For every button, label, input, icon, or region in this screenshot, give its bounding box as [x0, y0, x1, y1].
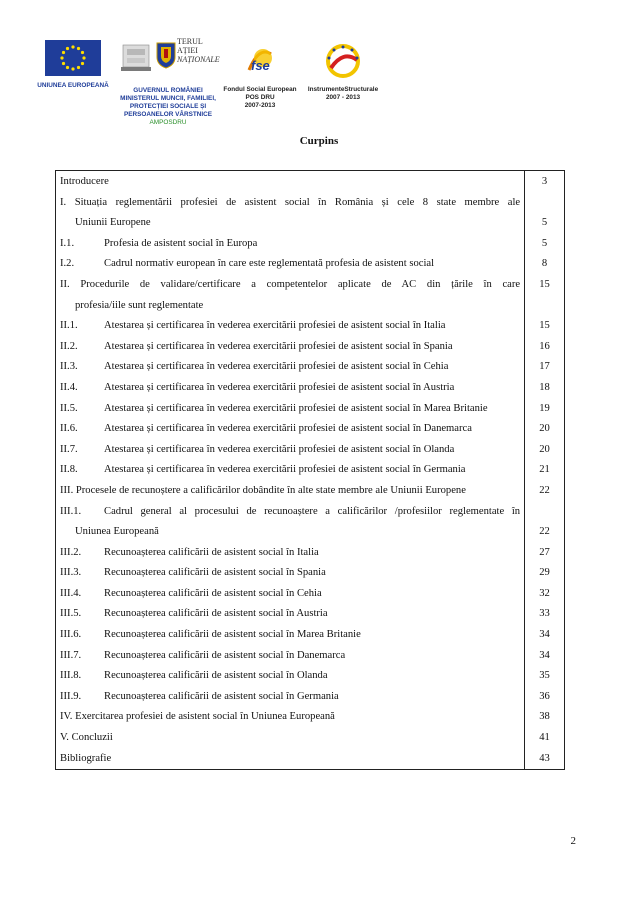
toc-entry-text: Recunoașterea calificării de asistent social în Cehia: [104, 587, 322, 599]
page-number: 2: [570, 835, 576, 847]
toc-entry[interactable]: [60, 316, 520, 337]
structural-instruments-logo: [300, 40, 386, 102]
structural-instruments-icon: [322, 40, 364, 82]
toc-entry-text: Recunoașterea calificării de asistent social în Marea Britanie: [104, 629, 361, 641]
toc-entry-text: Concluzii: [71, 732, 113, 744]
toc-entry-text: Recunoașterea calificării de asistent social în Austria: [104, 608, 328, 620]
page-title: Curpins: [299, 135, 339, 147]
toc-entry-page: 22: [539, 484, 550, 496]
fse-logo-text: fse: [251, 58, 270, 73]
government-logo: [113, 35, 223, 127]
eu-logo: [30, 40, 116, 90]
fse-logo: [218, 40, 302, 110]
toc-entry[interactable]: [60, 378, 520, 399]
toc-entry-number: I.1.: [60, 237, 75, 249]
toc-entry-text: Atestarea și certificarea în vederea exercitării profesiei de asistent social în Spania: [104, 340, 453, 352]
toc-entry-text: Procedurile de validare/certificare a competentelor aplicate de AC din țările în care: [80, 278, 521, 290]
gov-caption-line-1: GUVERNUL ROMÂNIEI: [133, 87, 203, 94]
toc-entry-text: Profesia de asistent social în Europa: [104, 237, 258, 249]
toc-entry-text: Cadrul general al procesului de recunoaștere a calificărilor /profesiilor reglementate în: [104, 505, 521, 517]
toc-entry-text: Situația reglementării profesiei de asistent social în România și cele 8 state membre ale: [74, 196, 521, 208]
toc-entry-number: III.7.: [60, 649, 82, 661]
toc-entry-number: III.9.: [60, 690, 82, 702]
toc-entry-page: 34: [539, 629, 550, 641]
toc-entry[interactable]: [60, 543, 520, 564]
emblem-text-line-3: NAȚIONALE: [177, 55, 220, 64]
toc-entry[interactable]: [60, 749, 520, 770]
toc-entry-number: III.3.: [60, 567, 82, 579]
toc-entry-text: Atestarea și certificarea în vederea exercitării profesiei de asistent social în Austria: [104, 381, 455, 393]
toc-entry[interactable]: [60, 563, 520, 584]
toc-entry[interactable]: [60, 275, 520, 296]
toc-entry[interactable]: [60, 584, 520, 605]
fse-emblem: [239, 40, 281, 82]
emblem-text-line-1: TERUL: [177, 37, 203, 46]
gov-caption-line-4: PERSOANELOR VÂRSTNICE: [123, 111, 213, 118]
toc-entry[interactable]: [60, 687, 520, 708]
toc-entry-page: 15: [539, 320, 550, 332]
toc-entry-page: 18: [539, 381, 550, 393]
toc-entry-page: 3: [541, 176, 548, 187]
toc-entry-page: 33: [539, 608, 550, 620]
government-emblem: [113, 35, 223, 85]
toc-entry[interactable]: [60, 666, 520, 687]
toc-entry-page: 36: [539, 690, 550, 702]
toc-entry-continuation: Uniunea Europeană: [75, 526, 159, 538]
toc-entry-page: 43: [539, 752, 550, 764]
toc-entry-number: II.5.: [60, 402, 78, 414]
toc-entry[interactable]: [60, 502, 520, 523]
toc-entry-page: 20: [539, 443, 550, 455]
toc-entry-number: IV.: [60, 711, 73, 723]
toc-entry-page: 38: [539, 711, 550, 723]
toc-entry[interactable]: [60, 172, 520, 193]
eu-flag-icon: [45, 40, 101, 76]
toc-entry[interactable]: [60, 625, 520, 646]
toc-entry-text: Atestarea și certificarea în vederea exercitării profesiei de asistent social în Cehia: [104, 361, 449, 373]
gov-caption-line-2: MINISTERUL MUNCII, FAMILIEI,: [120, 95, 216, 102]
gov-caption-line-5: AMPOSDRU: [149, 119, 187, 126]
toc-entry-page: 21: [539, 464, 550, 476]
toc-entry-number: III.2.: [60, 546, 82, 558]
toc-entry[interactable]: [60, 337, 520, 358]
fse-caption-line-1: Fondul Social European: [223, 86, 297, 93]
toc-entry-number: I.: [60, 196, 67, 208]
toc-entry-text: Atestarea și certificarea în vederea exercitării profesiei de asistent social în Olanda: [104, 443, 455, 455]
toc-entry-page: 41: [539, 732, 550, 744]
toc-entry-text: Recunoașterea calificării de asistent social în Spania: [104, 567, 326, 579]
fse-logo-icon: [239, 40, 281, 82]
toc-entry-page: 27: [539, 546, 550, 558]
toc-entry-page: 22: [539, 526, 550, 538]
toc-entry-text: Procesele de recunoștere a calificărilor dobândite în alte state membre ale Uniunii Europene: [75, 484, 466, 496]
toc-entry-number: II.7.: [60, 443, 78, 455]
toc-page-spacer: [525, 193, 564, 214]
toc-entry-text: Recunoașterea calificării de asistent social în Danemarca: [104, 649, 346, 661]
toc-entry-number: III.: [60, 484, 74, 496]
toc-entry-number: II.2.: [60, 340, 78, 352]
toc-entry-text: Exercitarea profesiei de asistent social în Uniunea Europeană: [75, 711, 335, 723]
toc-entry-text: Cadrul normativ european în care este reglementată profesia de asistent social: [104, 258, 435, 270]
toc-entry-page: 32: [539, 587, 550, 599]
toc-entry-number: III.1.: [60, 505, 82, 517]
toc-page-spacer: [525, 502, 564, 523]
toc-entry-number: I.2.: [60, 258, 75, 270]
toc-entry-number: III.6.: [60, 629, 82, 641]
toc-entry-text: Introducere: [60, 176, 109, 187]
eu-caption: UNIUNEA EUROPEANĂ: [37, 82, 109, 89]
toc-entry-continuation: Uniunii Europene: [75, 217, 151, 229]
is-caption-line-1: InstrumenteStructurale: [307, 86, 379, 93]
toc-entry[interactable]: [60, 254, 520, 275]
toc-entry-number: II.6.: [60, 423, 78, 435]
is-caption-line-2: 2007 - 2013: [325, 94, 361, 101]
toc-entry-text: Atestarea și certificarea în vederea exercitării profesiei de asistent social în Danemarca: [104, 423, 472, 435]
toc-entry-number: II.: [60, 278, 70, 290]
fse-caption-line-3: 2007-2013: [244, 102, 276, 109]
toc-entry-text: Atestarea și certificarea în vederea exercitării profesiei de asistent social în Marea Britanie: [104, 402, 488, 414]
toc-entry-text: Atestarea și certificarea în vederea exercitării profesiei de asistent social în Germania: [104, 464, 466, 476]
toc-entry-page: 5: [541, 237, 548, 249]
toc-entry-number: V.: [60, 732, 69, 744]
toc-page-spacer: [525, 296, 564, 317]
toc-entry-text: Bibliografie: [60, 752, 112, 764]
toc-entry-number: III.8.: [60, 670, 82, 682]
gov-caption-line-3: PROTECȚIEI SOCIALE ȘI: [129, 103, 207, 110]
toc-entry-continuation: profesia/iile sunt reglementate: [75, 299, 204, 311]
toc-entry[interactable]: [60, 707, 520, 728]
toc-entry-number: II.1.: [60, 320, 78, 332]
fse-caption-line-2: POS DRU: [245, 94, 275, 101]
toc-entry[interactable]: [60, 357, 520, 378]
toc-entry[interactable]: [60, 440, 520, 461]
toc-entry-page: 19: [539, 402, 550, 414]
toc-entry-page: 16: [539, 340, 550, 352]
toc-entry-page: 34: [539, 649, 550, 661]
toc-entry-text: Recunoașterea calificării de asistent social în Germania: [104, 690, 339, 702]
toc-entry-page: 35: [539, 670, 550, 682]
toc-entry-number: II.8.: [60, 464, 78, 476]
is-emblem: [322, 40, 364, 82]
toc-entry-page: 8: [541, 258, 548, 270]
toc-entry-page: 20: [539, 423, 550, 435]
toc-entry-page: 29: [539, 567, 550, 579]
toc-entry-page: 5: [541, 217, 548, 229]
toc-entry-number: III.5.: [60, 608, 82, 620]
toc-entry[interactable]: [60, 728, 520, 749]
toc-entry[interactable]: [60, 419, 520, 440]
toc-entry[interactable]: [60, 399, 520, 420]
toc-entry-text: Recunoașterea calificării de asistent social în Olanda: [104, 670, 328, 682]
toc-entry[interactable]: [60, 193, 520, 214]
toc-pages-column: [525, 171, 565, 770]
toc-entry[interactable]: [60, 604, 520, 625]
emblem-text-line-2: AȚIEI: [177, 46, 198, 55]
toc-entry-text: Atestarea și certificarea în vederea exercitării profesiei de asistent social în Italia: [104, 320, 446, 332]
toc-entry-page: 15: [539, 278, 550, 290]
toc-entry[interactable]: [60, 460, 520, 481]
toc-entries-column: [56, 171, 525, 770]
toc-entry-page: 17: [539, 361, 550, 373]
toc-entry-number: III.4.: [60, 587, 82, 599]
toc-entry[interactable]: [60, 481, 520, 502]
toc-entry-number: II.4.: [60, 381, 78, 393]
toc-entry-number: II.3.: [60, 361, 78, 373]
logo-header: [0, 0, 638, 140]
table-of-contents: [55, 170, 565, 770]
toc-entry[interactable]: [60, 234, 520, 255]
toc-entry[interactable]: [60, 646, 520, 667]
toc-entry-text: Recunoașterea calificării de asistent social în Italia: [104, 546, 319, 558]
coat-of-arms-icon: [155, 39, 177, 69]
